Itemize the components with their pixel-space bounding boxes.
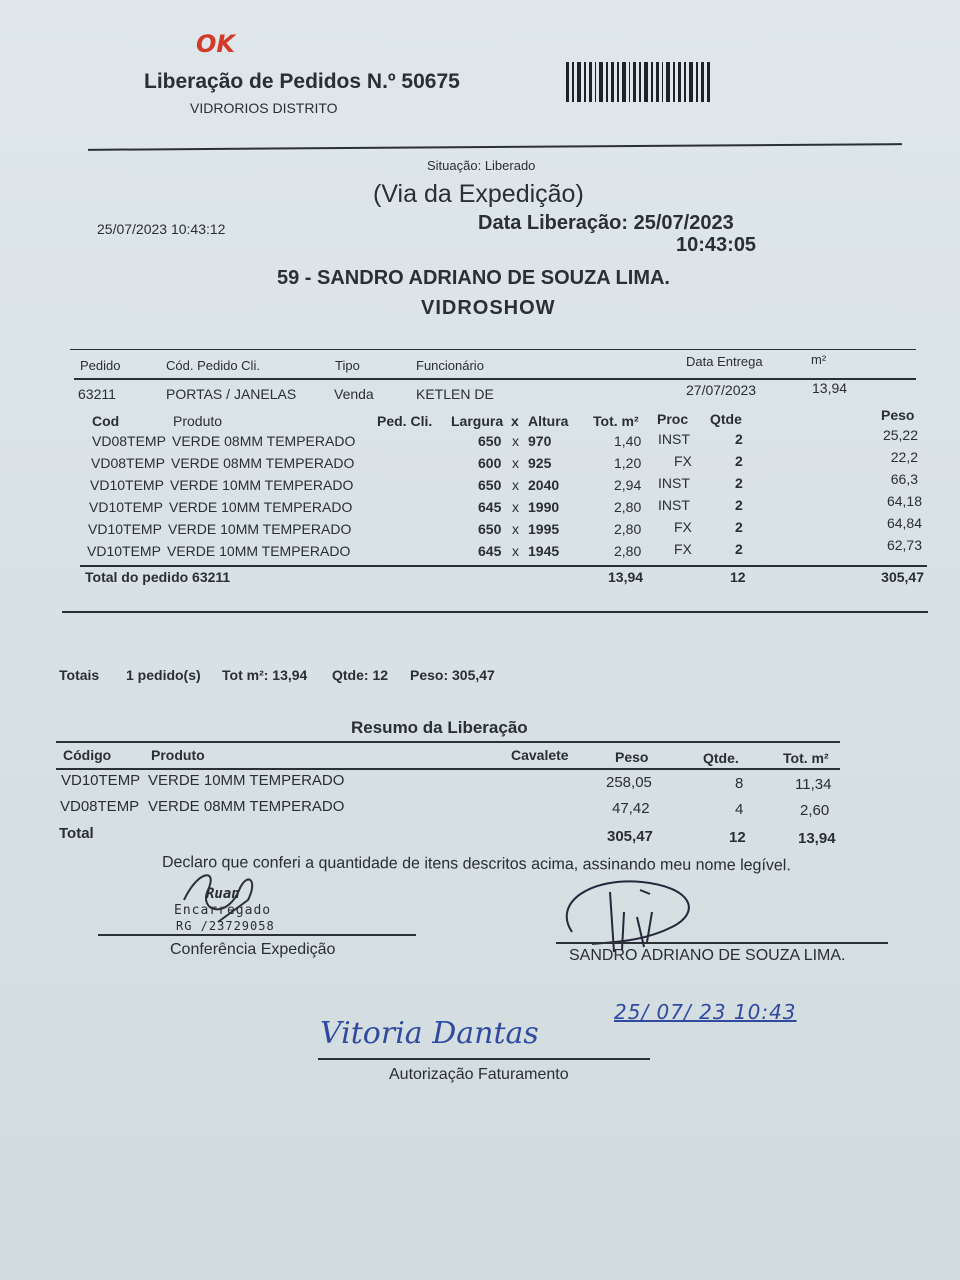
summary-total-peso: 305,47 (607, 828, 653, 845)
summary-total-m2: 13,94 (798, 830, 836, 847)
col-codigo: Código (63, 747, 112, 763)
table-row (0, 471, 960, 499)
col-funcionario: Funcionário (416, 358, 484, 373)
summary-total-row (0, 825, 960, 847)
col-tot-m2: Tot. m² (783, 750, 829, 766)
cell-qtde: 2 (735, 431, 743, 447)
val-funcionario: KETLEN DE (416, 386, 494, 402)
cell-peso: 62,73 (886, 537, 922, 553)
cell-tot-m2: 2,80 (614, 521, 642, 537)
col-qtde: Qtde (710, 411, 742, 427)
situation-label: Situação: Liberado (427, 158, 536, 173)
table-row (0, 449, 960, 477)
totals-m2: Tot m²: 13,94 (222, 667, 308, 683)
cell-cod: VD10TEMP (90, 477, 164, 493)
total-m2: 13,94 (608, 569, 644, 585)
val-data-entrega: 27/07/2023 (686, 382, 757, 398)
cell-altura: 1995 (528, 521, 560, 537)
cell-proc: INST (658, 431, 690, 447)
col-proc: Proc (657, 411, 689, 427)
cell-produto: VERDE 10MM TEMPERADO (168, 521, 352, 537)
cell-proc: FX (674, 541, 692, 557)
col-ped-cli: Ped. Cli. (377, 413, 433, 429)
cell-produto: VERDE 10MM TEMPERADO (169, 499, 353, 515)
summary-total-label: Total (59, 825, 94, 842)
summary-title: Resumo da Liberação (351, 718, 528, 737)
company-name: VIDRORIOS DISTRITO (190, 100, 338, 116)
client-store: VIDROSHOW (421, 297, 556, 319)
cell-qtde: 2 (735, 475, 743, 491)
barcode (566, 60, 711, 104)
cell-tot-m2: 2,60 (800, 802, 830, 819)
col-peso: Peso (615, 749, 649, 765)
val-cod-pedido-cli: PORTAS / JANELAS (166, 386, 297, 402)
cell-codigo: VD10TEMP (61, 772, 141, 789)
bottom-signature-label: Autorização Faturamento (389, 1066, 569, 1083)
col-cod-pedido-cli: Cód. Pedido Cli. (166, 358, 260, 373)
order-header-mid-line (74, 378, 916, 380)
table-row (0, 515, 960, 543)
cell-proc: INST (658, 497, 690, 513)
declaration-text: Declaro que conferi a quantidade de itens descritos acima, assinando meu nome legível. (161, 854, 791, 875)
table-row (0, 537, 960, 565)
summary-mid-line (56, 768, 840, 770)
totals-line (0, 667, 960, 689)
col-cod: Cod (92, 413, 120, 429)
cell-peso: 64,84 (886, 515, 922, 531)
col-data-entrega: Data Entrega (686, 354, 763, 369)
col-cavalete: Cavalete (511, 747, 569, 763)
cell-x: x (512, 543, 519, 559)
handwritten-name: Vitoria Dantas (320, 1016, 539, 1051)
cell-x: x (512, 455, 519, 471)
col-x: x (511, 413, 519, 429)
release-date: Data Liberação: 25/07/2023 (478, 212, 734, 234)
left-signature-line (98, 934, 416, 936)
stamp-name: Ruan (206, 886, 240, 902)
cell-x: x (512, 433, 519, 449)
cell-x: x (512, 477, 519, 493)
cell-cod: VD08TEMP (91, 455, 165, 471)
cell-altura: 1990 (528, 499, 560, 515)
totals-label: Totais (59, 667, 100, 683)
bottom-signature-line (318, 1058, 650, 1060)
cell-altura: 2040 (528, 477, 560, 493)
col-produto: Produto (173, 413, 223, 429)
items-total-row (0, 569, 960, 591)
col-tipo: Tipo (335, 358, 360, 373)
order-header-top-line (70, 349, 916, 350)
cell-cod: VD10TEMP (87, 543, 161, 559)
cell-tot-m2: 2,80 (614, 499, 642, 515)
order-header-columns (0, 352, 960, 380)
summary-header (0, 747, 960, 769)
totals-pedidos: 1 pedido(s) (126, 667, 201, 683)
cell-largura: 600 (478, 455, 502, 471)
val-pedido: 63211 (78, 386, 116, 402)
cell-largura: 650 (478, 433, 502, 449)
left-signature-label: Conferência Expedição (170, 941, 336, 958)
cell-qtde: 2 (735, 541, 743, 557)
total-label: Total do pedido 63211 (85, 569, 231, 585)
summary-total-qtde: 12 (729, 829, 746, 846)
document-title: Liberação de Pedidos N.º 50675 (144, 70, 460, 93)
cell-codigo: VD08TEMP (60, 798, 140, 815)
cell-tot-m2: 2,80 (614, 543, 642, 559)
client-name: 59 - SANDRO ADRIANO DE SOUZA LIMA. (277, 267, 670, 289)
cell-altura: 925 (528, 455, 552, 471)
cell-x: x (512, 521, 519, 537)
cell-altura: 1945 (528, 543, 560, 559)
col-produto: Produto (151, 747, 205, 763)
release-time: 10:43:05 (676, 234, 757, 256)
totals-peso: Peso: 305,47 (410, 667, 495, 683)
col-tot-m2: Tot. m² (593, 413, 639, 429)
cell-peso: 22,2 (890, 449, 918, 465)
cell-produto: VERDE 10MM TEMPERADO (170, 477, 354, 493)
right-signature-line (556, 942, 888, 944)
stamp-rg: RG /23729058 (176, 919, 275, 933)
col-largura: Largura (451, 413, 504, 429)
summary-row (0, 772, 960, 794)
val-tipo: Venda (334, 386, 374, 402)
cell-x: x (512, 499, 519, 515)
table-row (0, 493, 960, 521)
total-peso: 305,47 (881, 569, 924, 585)
cell-peso: 64,18 (886, 493, 922, 509)
cell-peso: 258,05 (606, 774, 652, 791)
cell-qtde: 4 (735, 801, 744, 818)
cell-qtde: 8 (735, 775, 744, 792)
cell-peso: 47,42 (612, 800, 650, 817)
handwritten-ok: OK (196, 30, 235, 58)
print-datetime: 25/07/2023 10:43:12 (97, 221, 226, 237)
col-altura: Altura (528, 413, 569, 429)
totals-qtde: Qtde: 12 (332, 667, 389, 683)
handwritten-date: 25/ 07/ 23 10:43 (614, 1000, 797, 1024)
cell-produto: VERDE 08MM TEMPERADO (148, 798, 345, 815)
cell-largura: 645 (478, 499, 502, 515)
col-m2: m² (811, 352, 827, 367)
order-header-values (0, 380, 960, 408)
cell-cod: VD10TEMP (89, 499, 163, 515)
cell-qtde: 2 (735, 497, 743, 513)
cell-proc: INST (658, 475, 690, 491)
header-divider (88, 143, 902, 151)
col-qtde: Qtde. (703, 750, 739, 766)
cell-tot-m2: 2,94 (614, 477, 642, 493)
total-qtde: 12 (730, 569, 746, 585)
col-pedido: Pedido (80, 358, 121, 373)
via-label: (Via da Expedição) (373, 180, 584, 208)
stamp-signature-scribble (178, 860, 268, 930)
stamp-role: Encarregado (174, 903, 272, 918)
cell-qtde: 2 (735, 453, 743, 469)
cell-largura: 645 (478, 543, 502, 559)
cell-produto: VERDE 10MM TEMPERADO (167, 543, 351, 559)
cell-tot-m2: 1,20 (614, 455, 642, 471)
cell-produto: VERDE 08MM TEMPERADO (171, 455, 355, 471)
cell-altura: 970 (528, 433, 552, 449)
right-signature-label: SANDRO ADRIANO DE SOUZA LIMA. (569, 947, 846, 964)
cell-produto: VERDE 10MM TEMPERADO (148, 772, 345, 789)
items-total-line (80, 565, 927, 567)
order-end-line (62, 611, 928, 613)
cell-cod: VD10TEMP (88, 521, 162, 537)
table-row (0, 427, 960, 455)
cell-proc: FX (674, 453, 692, 469)
cell-largura: 650 (478, 521, 502, 537)
cell-peso: 66,3 (890, 471, 918, 487)
col-peso: Peso (881, 407, 915, 423)
items-table-header (0, 407, 960, 435)
cell-produto: VERDE 08MM TEMPERADO (172, 433, 356, 449)
cell-peso: 25,22 (882, 427, 918, 443)
summary-top-line (56, 741, 840, 743)
cell-largura: 650 (478, 477, 502, 493)
cell-qtde: 2 (735, 519, 743, 535)
cell-tot-m2: 11,34 (795, 776, 832, 793)
summary-row (0, 798, 960, 820)
cell-proc: FX (674, 519, 692, 535)
cell-cod: VD08TEMP (92, 433, 166, 449)
cell-tot-m2: 1,40 (614, 433, 642, 449)
val-m2: 13,94 (812, 380, 848, 396)
